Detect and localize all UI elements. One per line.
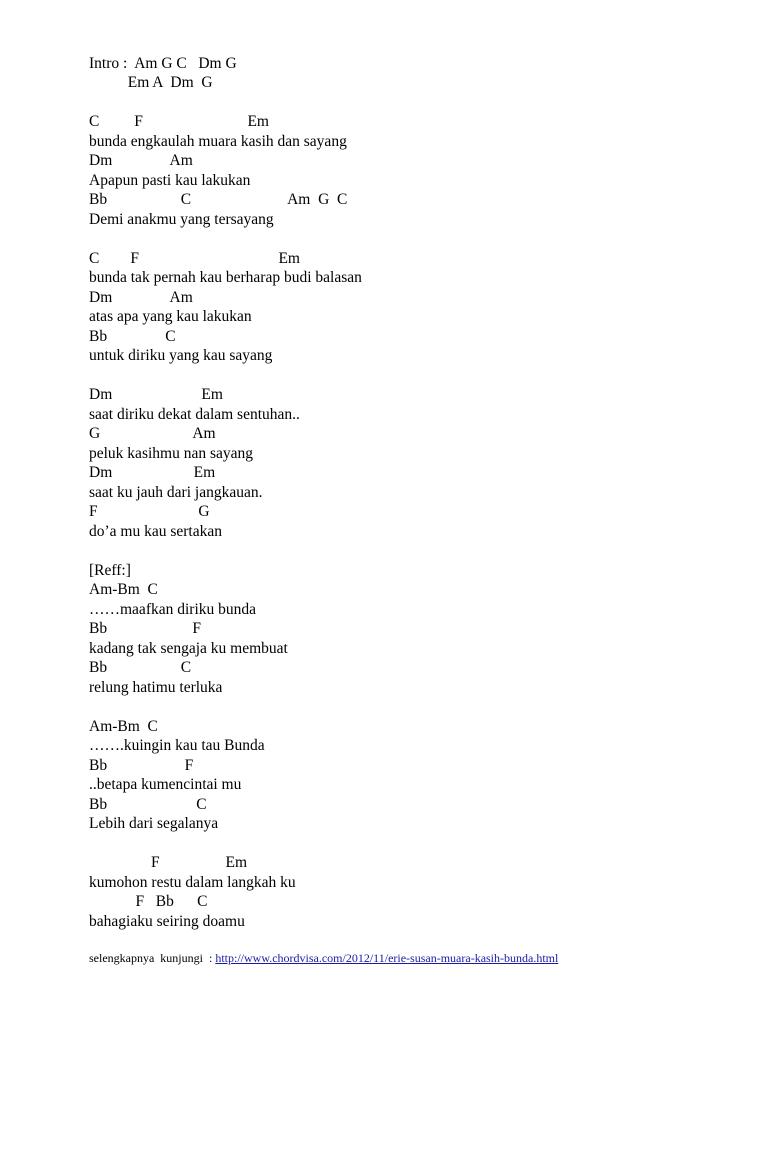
verse3-chords-1: Dm Em [89,386,223,403]
verse3-lyric-3: saat ku jauh dari jangkauan. [89,484,263,501]
reff2-chords-3: Bb C [89,796,207,813]
verse2-chords-3: Bb C [89,328,176,345]
reff2-lyric-2: ..betapa kumencintai mu [89,776,242,793]
reff-lyric-1: ……maafkan diriku bunda [89,601,257,618]
reff-chords-2: Bb F [89,620,201,637]
verse1-chords-2: Dm Am [89,152,193,169]
reff2-lyric-1: …….kuingin kau tau Bunda [89,737,265,754]
verse2-chords-1: C F Em [89,250,300,267]
reff2-lyric-3: Lebih dari segalanya [89,815,219,832]
verse2-lyric-2: atas apa yang kau lakukan [89,308,252,325]
verse3-lyric-2: peluk kasihmu nan sayang [89,445,254,462]
outro-chords-2: F Bb C [89,893,208,910]
verse3-chords-3: Dm Em [89,464,216,481]
reff-lyric-3: relung hatimu terluka [89,679,223,696]
verse3-chords-2: G Am [89,425,216,442]
footer-prefix: selengkapnya kunjungi : [89,951,216,965]
verse1-lyric-1: bunda engkaulah muara kasih dan sayang [89,133,347,150]
intro-line-2: Em A Dm G [89,74,213,91]
outro-lyric-2: bahagiaku seiring doamu [89,913,245,930]
reff-chords-3: Bb C [89,659,192,676]
reff2-chords-2: Bb F [89,757,194,774]
verse3-lyric-4: do’a mu kau sertakan [89,523,222,540]
verse2-lyric-1: bunda tak pernah kau berharap budi balasan [89,269,362,286]
verse2-lyric-3: untuk diriku yang kau sayang [89,347,273,364]
outro-lyric-1: kumohon restu dalam langkah ku [89,874,296,891]
verse1-lyric-2: Apapun pasti kau lakukan [89,172,251,189]
reff-chords-1: Am-Bm C [89,581,158,598]
verse3-lyric-1: saat diriku dekat dalam sentuhan.. [89,406,300,423]
source-link[interactable]: http://www.chordvisa.com/2012/11/erie-susan-muara-kasih-bunda.html [215,951,559,965]
verse1-chords-3: Bb C Am G C [89,191,348,208]
source-footer [89,950,558,966]
outro-chords-1: F Em [89,854,248,871]
reff-heading: [Reff:] [89,562,131,579]
intro-line-1: Intro : Am G C Dm G [89,55,237,72]
verse1-chords-1: C F Em [89,113,269,130]
reff2-chords-1: Am-Bm C [89,718,158,735]
verse3-chords-4: F G [89,503,210,520]
reff-lyric-2: kadang tak sengaja ku membuat [89,640,288,657]
verse2-chords-2: Dm Am [89,289,193,306]
verse1-lyric-3: Demi anakmu yang tersayang [89,211,274,228]
